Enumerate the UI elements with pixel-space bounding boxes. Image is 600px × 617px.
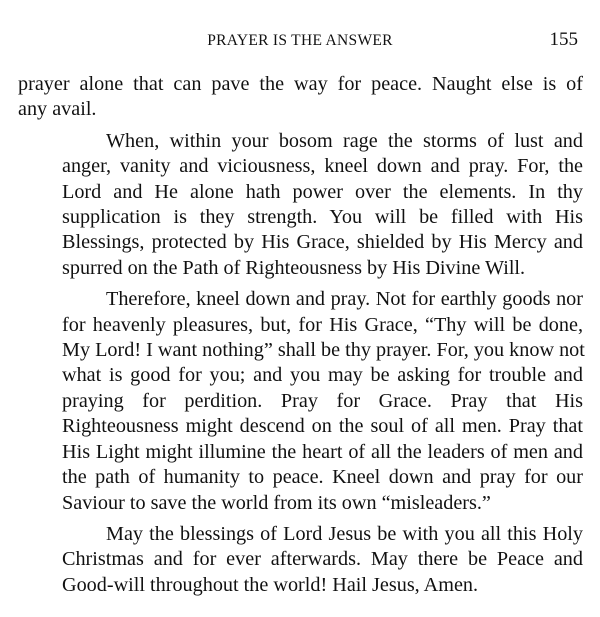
- paragraph: [18, 287, 583, 516]
- text-line: Good-will throughout the world! Hail Jesus, Amen.: [62, 573, 479, 596]
- text-line: any avail.: [18, 98, 97, 121]
- body-text: [18, 72, 583, 604]
- text-line: supplication is they strength. You will be filled with His: [62, 206, 583, 229]
- text-line: for heavenly pleasures, but, for His Grace, “Thy will be done,: [62, 313, 583, 336]
- text-line: Blessings, protected by His Grace, shielded by His Mercy and: [62, 231, 583, 254]
- text-line: Christmas and for ever afterwards. May there be Peace and: [62, 548, 583, 571]
- text-line: My Lord! I want nothing” shall be thy prayer. For, you know not: [62, 339, 585, 362]
- running-head: [22, 30, 578, 52]
- text-line: May the blessings of Lord Jesus be with you all this Holy: [106, 522, 583, 545]
- text-line: Saviour to save the world from its own “misleaders.”: [62, 491, 491, 514]
- paragraph: [18, 522, 583, 598]
- running-title: PRAYER IS THE ANSWER: [207, 32, 393, 49]
- text-line: what is good for you; and you may be asking for trouble and: [62, 364, 583, 387]
- text-line: praying for perdition. Pray for Grace. Pray that His: [62, 389, 583, 412]
- text-line: Lord and He alone hath power over the elements. In thy: [62, 180, 583, 203]
- text-line: When, within your bosom rage the storms of lust and: [106, 129, 583, 152]
- text-line: prayer alone that can pave the way for peace. Naught else is of: [18, 73, 583, 95]
- paragraph: [18, 129, 583, 281]
- text-line: His Light might illumine the heart of all the leaders of men and: [62, 440, 583, 463]
- text-line: Therefore, kneel down and pray. Not for earthly goods nor: [106, 288, 583, 311]
- text-line: the path of humanity to peace. Kneel down and pray for our: [62, 466, 583, 489]
- text-line: spurred on the Path of Righteousness by His Divine Will.: [62, 256, 526, 279]
- paragraph-continued: [18, 72, 583, 123]
- page-number: 155: [549, 29, 578, 50]
- text-line: anger, vanity and viciousness, kneel down and pray. For, the: [62, 155, 583, 178]
- text-line: Righteousness might descend on the soul of all men. Pray that: [62, 415, 583, 438]
